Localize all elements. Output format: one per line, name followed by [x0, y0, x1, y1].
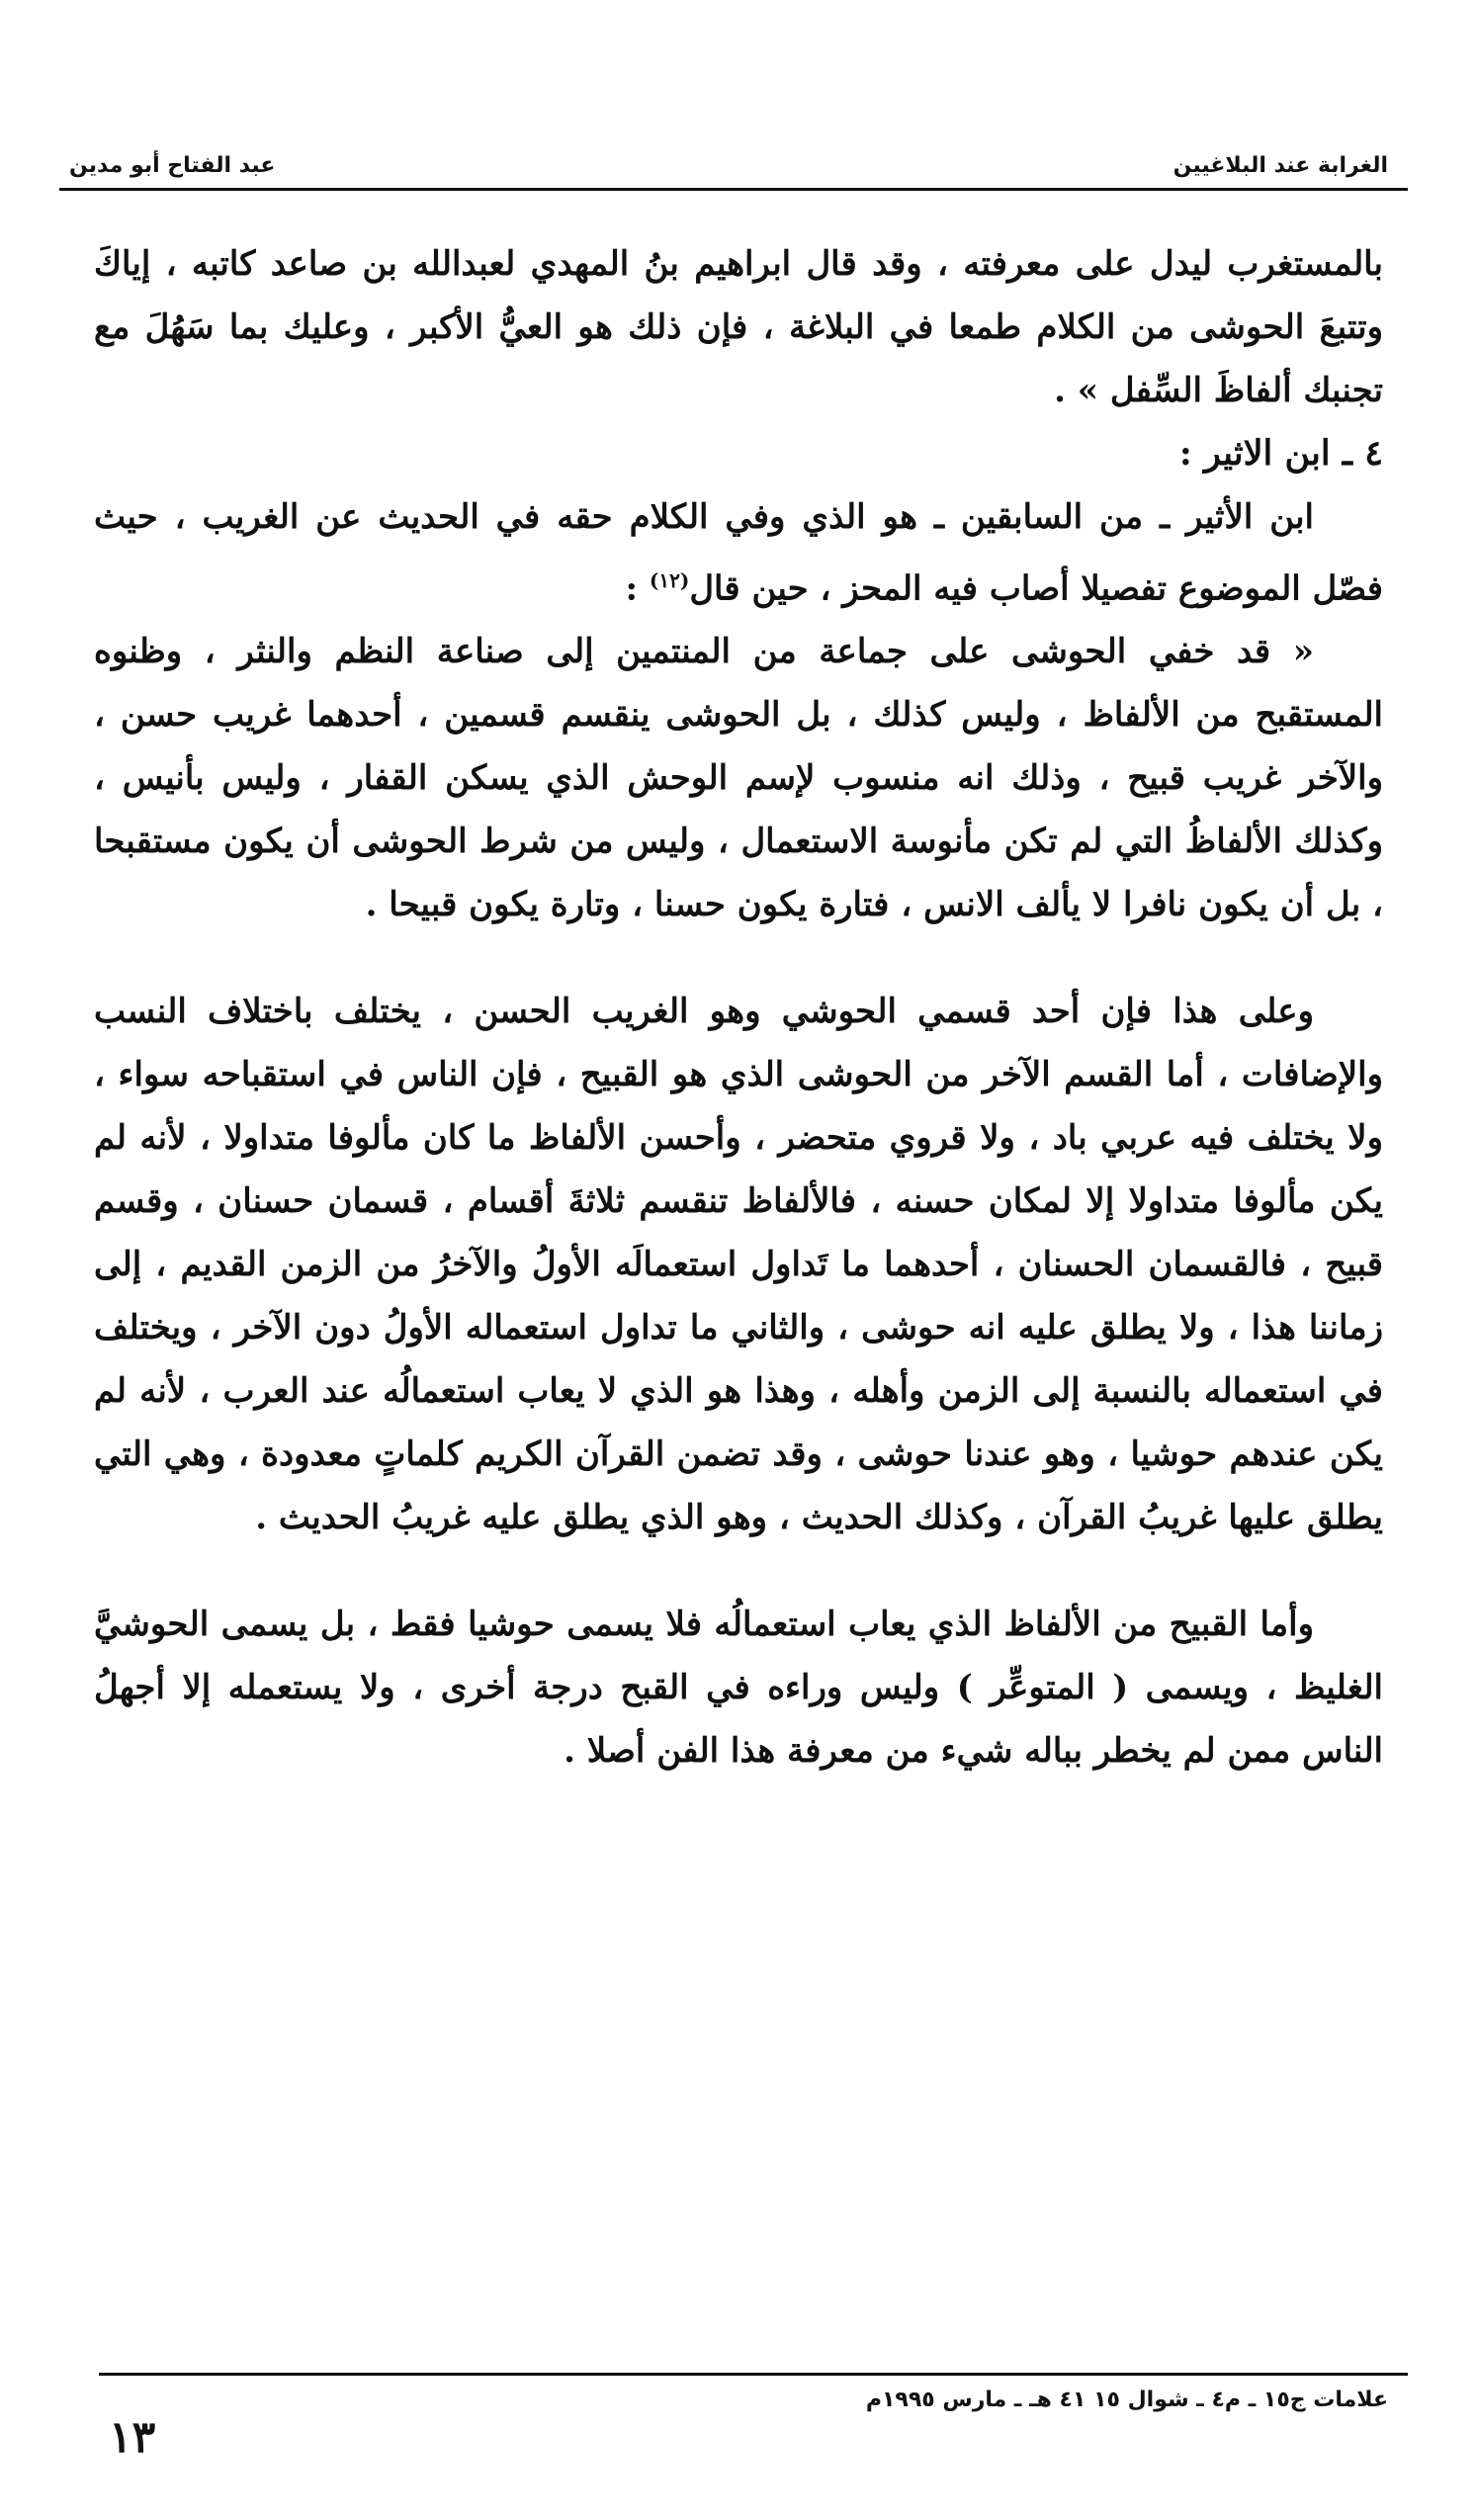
body-text [94, 232, 1383, 1782]
paragraph-2-end: : [625, 568, 650, 609]
paragraph-1: بالمستغرب ليدل على معرفته ، وقد قال ابراهيم بنُ المهدي لعبدالله بن صاعد كاتبه ، إياكَ وتتبعَ الحوشى من الكلام طمعا في البلاغة ، فإن ذلك هو العيُّ الأكبر ، وعليك بما سَهُلَ مع تجنبك ألفاظَ السِّفل » . [94, 244, 1383, 410]
running-header [69, 119, 1388, 178]
header-title: الغرابة عند البلاغيين [1173, 153, 1388, 178]
footer-citation: علامات ج١٥ ـ م٤ ـ شوال ١٥ ٤١ هـ ـ مارس ١٩٩٥م [865, 2388, 1388, 2412]
quote-paragraph: « قد خفي الحوشى على جماعة من المنتمين إلى صناعة النظم والنثر ، وظنوه المستقبح من الألفاظ ، وليس كذلك ، بل الحوشى ينقسم قسمين ، أحدهما غريب حسن ، والآخر غريب قبيح ، وذلك انه منسوب لإسم الوحش الذي يسكن القفار ، وليس بأنيس ، وكذلك الألفاظُ التي لم تكن مأنوسة الاستعمال ، وليس من شرط الحوشى أن يكون مستقبحا ، بل أن يكون نافرا لا يألف الانس ، فتارة يكون حسنا ، وتارة يكون قبيحا . [94, 632, 1384, 925]
paragraph-3: وعلى هذا فإن أحد قسمي الحوشي وهو الغريب الحسن ، يختلف باختلاف النسب والإضافات ، أما القسم الآخر من الحوشى الذي هو القبيح ، فإن الناس في استقباحه سواء ، ولا يختلف فيه عربي باد ، ولا قروي متحضر ، وأحسن الألفاظ ما كان مألوفا متداولا ، لأنه لم يكن مألوفا متداولا إلا لمكان حسنه ، فالألفاظ تنقسم ثلاثةَ أقسام ، قسمان حسنان ، وقسم قبيح ، فالقسمان الحسنان ، أحدهما ما تَداول استعمالَه الأولُ والآخرُ من الزمن القديم ، إلى زماننا هذا ، ولا يطلق عليه انه حوشى ، والثاني ما تداول استعماله الأولُ دون الآخر ، ويختلف في استعماله بالنسبة إلى الزمن وأهله ، وهذا هو الذي لا يعاب استعمالُه عند العرب ، لأنه لم يكن عندهم حوشيا ، وهو عندنا حوشى ، وقد تضمن القرآن الكريم كلماتٍ معدودة ، وهي التي يطلق عليها غريبُ القرآن ، وكذلك الحديث ، وهو الذي يطلق عليه غريبُ الحديث . [94, 992, 1383, 1538]
paragraph-2 [94, 485, 1383, 620]
section-heading: ٤ ـ ابن الاثير : [1178, 433, 1383, 474]
footer-rule [99, 2373, 1408, 2376]
page-number: ١٣ [109, 2412, 156, 2463]
paragraph-4: وأما القبيح من الألفاظ الذي يعاب استعمالُه فلا يسمى حوشيا فقط ، بل يسمى الحوشيَّ الغليظ ، ويسمى ( المتوعِّر ) وليس وراءه في القبح درجة أخرى ، ولا يستعمله إلا أجهلُ الناس ممن لم يخطر بباله شيء من معرفة هذا الفن أصلا . [94, 1605, 1383, 1772]
header-rule [59, 188, 1408, 191]
header-author: عبد الفتاح أبو مدين [69, 153, 276, 178]
footnote-ref: (١٢) [649, 568, 690, 592]
paragraph-2-text: ابن الأثير ـ من السابقين ـ هو الذي وفي الكلام حقه في الحديث عن الغريب ، حيث فصّل الموضوع تفصيلا أصاب فيه المحز ، حين قال [94, 497, 1383, 609]
